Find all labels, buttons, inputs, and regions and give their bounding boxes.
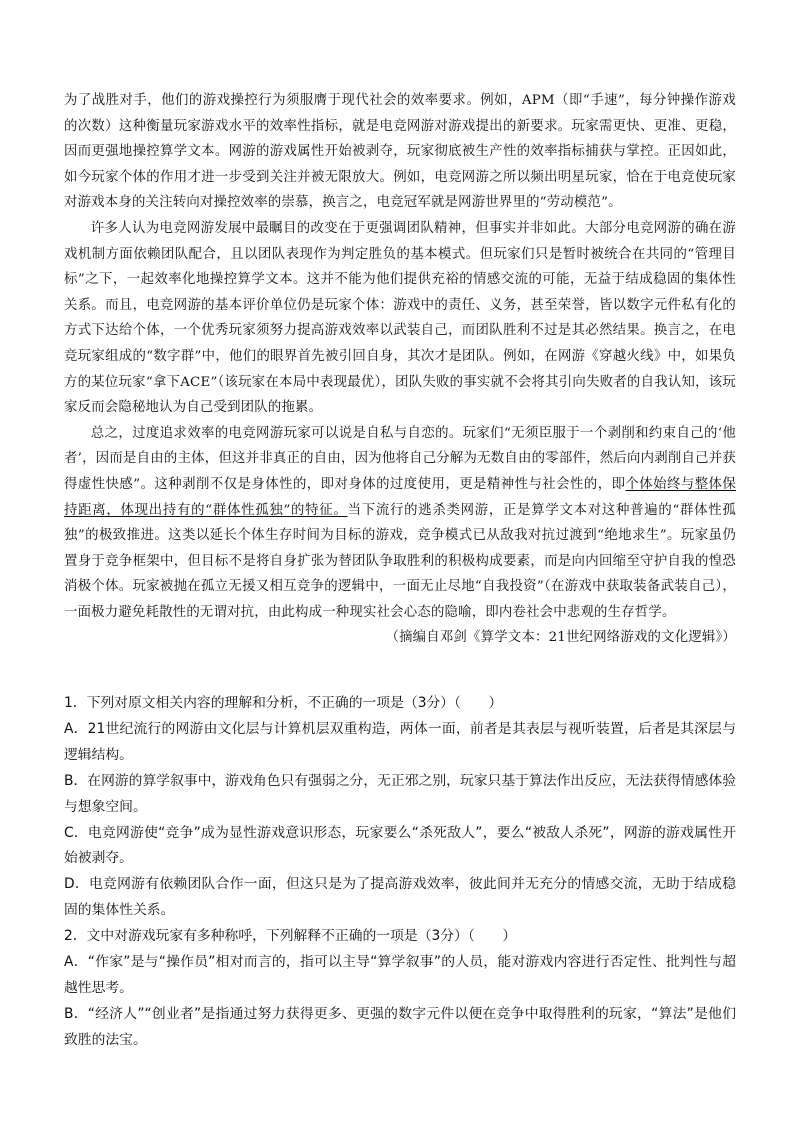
- passage-paragraph-2: 许多人认为电竞网游发展中最瞩目的改变在于更强调团队精神，但事实并非如此。大部分电竞网游的确在游戏机制方面依赖团队配合，且以团队表现作为判定胜负的基本模式。但玩家们只是暂时被统合在共同的“管理目标”之下，一起效率化地操控算学文本。这并不能为他们提供充裕的情感交流的可能，无益于结成稳固的集体性关系。而且，电竞网游的基本评价单位仍是玩家个体：游戏中的责任、义务，甚至荣誉，皆以数字元件私有化的方式下达给个体，一个优秀玩家须努力提高游戏效率以武装自己，而团队胜利不过是其必然结果。换言之，在电竞玩家组成的“数字群”中，他们的眼界首先被引回自身，其次才是团队。例如，在网游《穿越火线》中，如果负方的某位玩家“拿下ACE”（该玩家在本局中表现最优），团队失败的事实就不会将其引向失败者的自我认知，该玩家反而会隐秘地认为自己受到团队的拖累。: [64, 220, 736, 416]
- question-1-option-a: A．21世纪流行的网游由文化层与计算机层双重构造，两体一面，前者是其表层与视听装置，后者是其深层与逻辑结构。: [64, 720, 736, 763]
- question-1-option-c: C．电竞网游使“竞争”成为显性游戏意识形态，玩家要么“杀死敌人”，要么“被敌人杀死”，网游的游戏属性开始被剥夺。: [64, 824, 736, 867]
- underlined-sentence: 个体始终与整体保持距离，体现出持有的“群体性孤独”的特征。: [64, 476, 736, 518]
- question-2-option-b: B．“经济人”“创业者”是指通过努力获得更多、更强的数字元件以便在竞争中取得胜利的玩家，“算法”是他们致胜的法宝。: [64, 1005, 736, 1048]
- question-1-option-b: B．在网游的算学叙事中，游戏角色只有强弱之分，无正邪之别，玩家只基于算法作出反应，无法获得情感体验与想象空间。: [64, 772, 736, 815]
- question-2-stem: 2．文中对游戏玩家有多种称呼，下列解释不正确的一项是（3分）（ ）: [64, 928, 517, 945]
- reading-passage: [64, 88, 736, 651]
- question-1-option-d: D．电竞网游有依赖团队合作一面，但这只是为了提高游戏效率，彼此间并无充分的情感交流，无助于结成稳固的集体性关系。: [64, 876, 736, 919]
- source-citation: （摘编自邓剑《算学文本：21世纪网络游戏的文化逻辑》）: [385, 630, 736, 646]
- question-1-stem: 1．下列对原文相关内容的理解和分析，不正确的一项是（3分）（ ）: [64, 695, 503, 711]
- passage-paragraph-3-start: 总之，过度追求效率的电竞网游玩家可以说是自私与自恋的。玩家们“无须臣服于一个剥削和约束自己的‘他者’，因而是自由的主体，但这并非真正的自由，因为他将自己分解为无数自由的零部件，然后向内剥削自己并获得虚性快感”。这种剥削不仅是身体性的，即对身体的过度使用，更是精神性与社会性的，即: [64, 425, 736, 492]
- passage-paragraph-3: [64, 421, 736, 626]
- question-2-option-a: A．“作家”是与“操作员”相对而言的，指可以主导“算学叙事”的人员，能对游戏内容进行否定性、批判性与超越性思考。: [64, 954, 736, 996]
- passage-paragraph-3-end: 当下流行的逃杀类网游，正是算学文本对这种普遍的“群体性孤独”的极致推进。这类以延长个体生存时间为目标的游戏，竞争模式已从敌我对抗过渡到“绝地求生”。玩家虽仍置身于竞争框架中，但目标不是将自身扩张为替团队争取胜利的积极构成要素，而是向内回缩至守护自我的惶恐消极个体。玩家被抛在孤立无援又相互竞争的逻辑中，一面无止尽地“自我投资”（在游戏中获取装备武装自己），一面极力避免耗散性的无谓对抗，由此构成一种现实社会心态的隐喻，即内卷社会中悲观的生存哲学。: [64, 502, 737, 620]
- passage-paragraph-1: 为了战胜对手，他们的游戏操控行为须服膺于现代社会的效率要求。例如，APM（即“手速”，每分钟操作游戏的次数）这种衡量玩家游戏水平的效率性指标，就是电竞网游对游戏提出的新要求。玩家需更快、更准、更稳，因而更强地操控算学文本。网游的游戏属性开始被剥夺，玩家彻底被生产性的效率指标捕获与掌控。正因如此，如今玩家个体的作用才进一步受到关注并被无限放大。例如，电竞网游之所以频出明星玩家，恰在于电竞使玩家对游戏本身的关注转向对操控效率的崇慕，换言之，电竞冠军就是网游世界里的“劳动模范”。: [64, 93, 736, 211]
- question-section: [64, 691, 736, 1054]
